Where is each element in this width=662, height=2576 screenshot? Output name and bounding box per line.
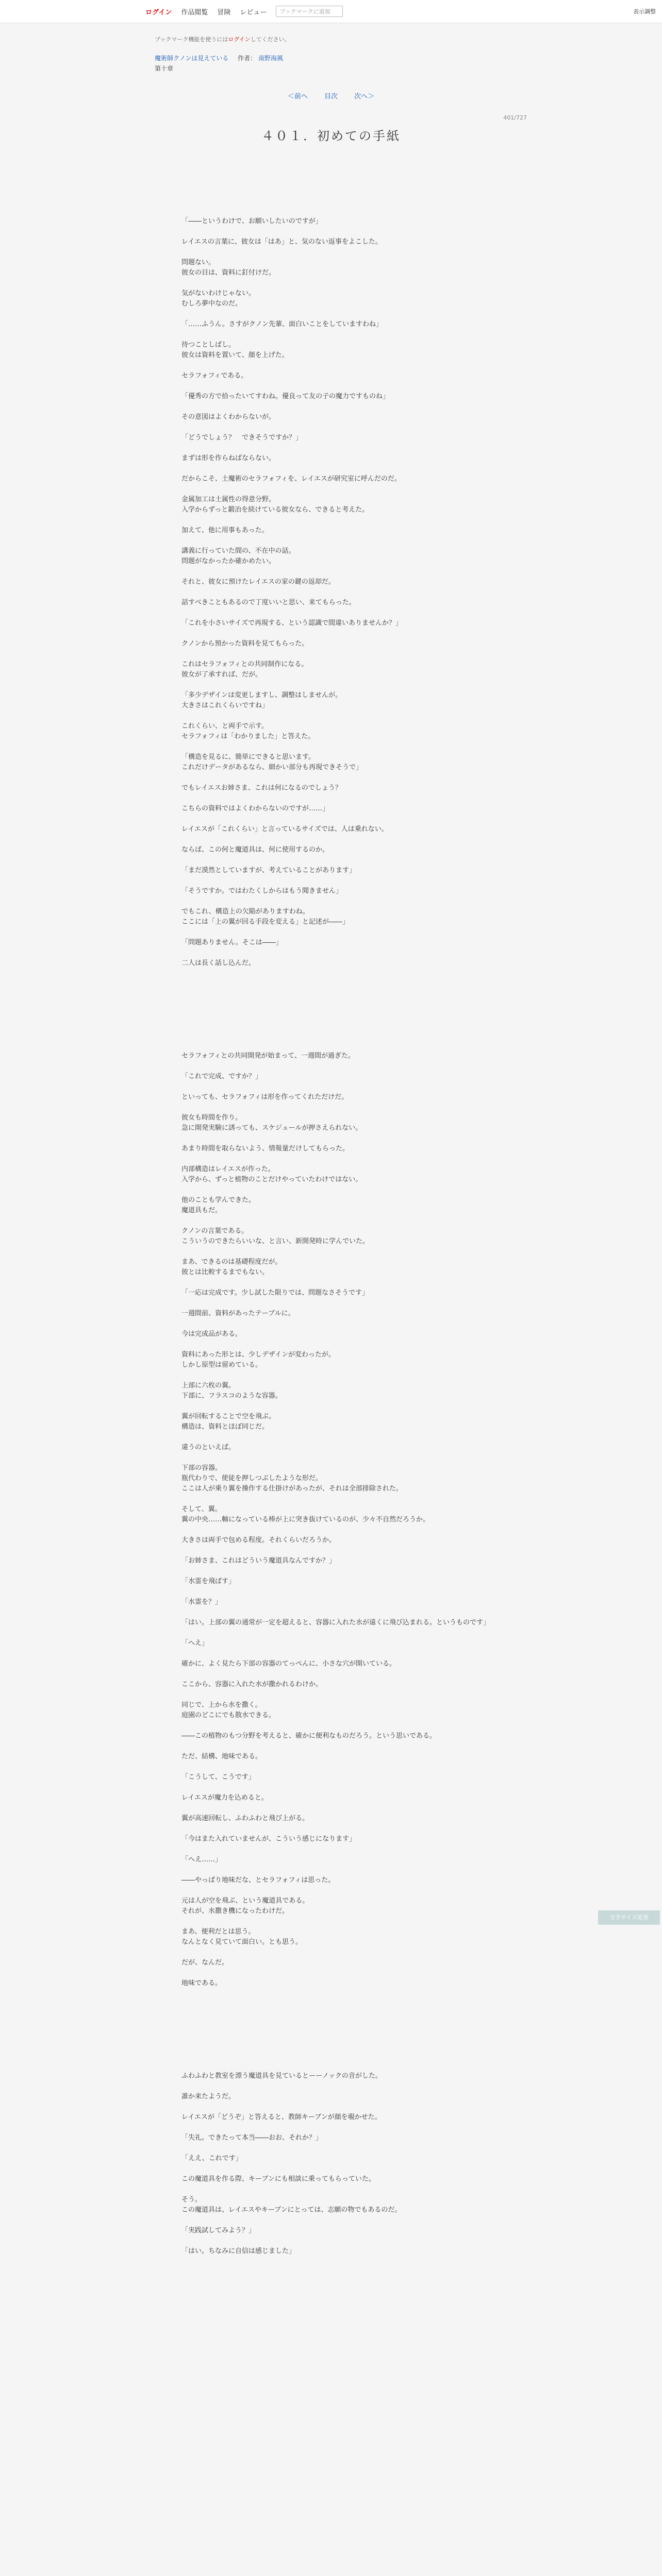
body-paragraph: 翼が回転することで空を飛ぶ。 構造は、資料とほぼ同じだ。	[181, 1413, 276, 1431]
body-paragraph: 「多少デザインは変更しますし、調整はしませんが。 大きさはこれくらいですね」	[181, 691, 342, 709]
body-paragraph: セラフォフィである。	[181, 372, 248, 380]
body-paragraph: 「優秀の方で拾ったいてすわね。優良って友の子の魔力ですものね」	[181, 393, 390, 400]
notice-login-link[interactable]: ログイン	[228, 36, 251, 43]
body-paragraph: 下部の容器。 瓶代わりで、使徒を押しつぶしたような形だ。 ここは人が乗り翼を操作する仕掛けがあったが、それは全部排除された。	[181, 1464, 403, 1493]
body-paragraph: 今は完成品がある。	[181, 1330, 242, 1338]
body-paragraph: レイエスが魔力を込めると。	[181, 1794, 268, 1802]
notice-text-suffix: してください。	[250, 36, 290, 43]
body-paragraph: それと、彼女に預けたレイエスの家の鍵の返却だ。	[181, 578, 335, 586]
body-paragraph: 話すべきこともあるので丁度いいと思い、来てもらった。	[181, 599, 356, 606]
body-paragraph: ここから、容器に入れた水が撒かれるわけか。	[181, 1681, 323, 1688]
body-paragraph: まあ、便利だとは思う。 なんとなく見ていて面白い。とも思う。	[181, 1928, 303, 1946]
body-paragraph: ならば、この何と魔道具は、何に使用するのか。	[181, 846, 329, 854]
body-paragraph: 「へえ……」	[181, 1856, 222, 1863]
body-paragraph: 一週間前、資料があったテーブルに。	[181, 1310, 295, 1317]
body-paragraph: でもレイエスお姉さま、これは何になるのでしょう？	[181, 784, 342, 792]
body-paragraph: 資料にあった形とは、少しデザインが変わったが。 しかし原型は留めている。	[181, 1351, 335, 1369]
body-paragraph: 違うのといえば。	[181, 1444, 236, 1451]
episode-body	[181, 216, 491, 2267]
body-paragraph: そして、翼。 翼の中央……軸になっている棒が上に突き抜けているのが、少々不自然だろうか。	[181, 1505, 430, 1523]
nav-item-browse[interactable]: 作品閲覧	[181, 8, 208, 16]
body-paragraph: こちらの資料ではよくわからないのですが……」	[181, 805, 329, 812]
body-paragraph: だが、なんだ。	[181, 1959, 229, 1967]
bookmark-notice	[155, 35, 290, 43]
body-paragraph: 金属加工は土属性の得意分野。 入学からずっと鍛冶を続けている彼女なら、できると考えた。	[181, 496, 369, 514]
body-paragraph: クノンから預かった資料を見てもらった。	[181, 640, 309, 648]
top-bar	[0, 0, 662, 23]
body-paragraph: ――やっぱり地味だな、とセラフォフィは思った。	[181, 1876, 335, 1884]
body-paragraph: ふわふわと教室を漂う魔道具を見ているとーーノックの音がした。	[181, 2072, 382, 2080]
body-paragraph: レイエスが「これくらい」と言っているサイズでは、人は乗れない。	[181, 825, 388, 833]
body-paragraph: 「これで完成、ですか？」	[181, 1073, 262, 1080]
section-break	[181, 1999, 491, 2071]
body-paragraph: 気がないわけじゃない。 むしろ夢中なのだ。	[181, 290, 256, 308]
breadcrumb	[155, 54, 283, 62]
body-paragraph: といっても、セラフォフィは形を作ってくれただけだ。	[181, 1093, 349, 1101]
body-paragraph: 元は人が空を飛ぶ、という魔道具である。 それが、水撒き機になったわけだ。	[181, 1897, 309, 1915]
body-paragraph: レイエスの言葉に、彼女は「はあ」と、気のない返事をよこした。	[181, 238, 382, 246]
login-link[interactable]: ログイン	[145, 8, 172, 16]
body-paragraph: 「ええ、これです」	[181, 2155, 242, 2162]
body-paragraph: 「一応は完成です。少し試した限りでは、問題なさそうです」	[181, 1289, 369, 1297]
body-paragraph: セラフォフィとの共同開発が始まって、一週間が過ぎた。	[181, 1052, 355, 1060]
body-paragraph: 「はい。上部の翼の通常が一定を超えると、容器に入れた水が遠くに飛び込まれる。というものです」	[181, 1619, 490, 1626]
body-paragraph: 内部構造はレイエスが作った。 入学から、ずっと植物のことだけやっていたわけではない。	[181, 1165, 362, 1183]
body-paragraph: 他のことも学んできた。 魔道具もだ。	[181, 1196, 256, 1214]
font-size-button[interactable]: 文字サイズ変更	[598, 1910, 660, 1925]
display-settings-button[interactable]: 表示調整	[633, 8, 656, 15]
body-paragraph: レイエスが「どうぞ」と答えると、教師キーブンが顔を覗かせた。	[181, 2113, 382, 2121]
body-paragraph: 「どうでしょう？ できそうですか？」	[181, 434, 303, 442]
body-paragraph: 地味である。	[181, 1979, 222, 1987]
body-paragraph: 問題ない。 彼女の目は、資料に釘付けだ。	[181, 259, 276, 277]
body-paragraph: 「お姉さま、これはどういう魔道具なんですか？」	[181, 1557, 336, 1565]
body-paragraph: 上部に六枚の翼。 下部に、フラスコのような容器。	[181, 1382, 282, 1400]
series-title-link[interactable]: 魔術師クノンは見えている	[155, 55, 229, 62]
body-paragraph: 「構造を見るに、簡単にできると思います。 これだけデータがあるなら、細かい部分も再現できそうで」	[181, 753, 363, 771]
body-paragraph: その意図はよくわからないが。	[181, 413, 276, 421]
prev-link[interactable]: ＜前へ	[287, 93, 308, 100]
body-paragraph: 翼が高速回転し、ふわふわと飛び上がる。	[181, 1815, 309, 1822]
nav-item-review[interactable]: レビュー	[240, 8, 267, 16]
episode-title: ４０１．初めての手紙	[261, 129, 401, 143]
top-nav	[145, 0, 343, 23]
body-paragraph: 「水霊を？」	[181, 1598, 222, 1606]
body-paragraph: 彼女も時間を作り。 急に開発実験に誘っても、スケジュールが押さえられない。	[181, 1114, 362, 1132]
body-paragraph: でもこれ、構造上の欠陥がありますわね。 ここには「上の翼が回る手段を変える」と記述が――」	[181, 908, 350, 926]
chapter-label: 第十章	[155, 65, 174, 72]
body-paragraph: 大きさは両手で包める程度。それくらいだろうか。	[181, 1536, 336, 1544]
body-paragraph: 講義に行っていた間の、不在中の話。 問題がなかったか確かめたい。	[181, 547, 295, 565]
index-link[interactable]: 目次	[324, 93, 338, 100]
next-link[interactable]: 次へ＞	[354, 93, 375, 100]
body-paragraph: まずは形を作らねばならない。	[181, 454, 276, 462]
body-paragraph: あまり時間を取らないよう、情報量だけしてもらった。	[181, 1145, 350, 1153]
body-paragraph: 同じで、上から水を撒く。 庭園のどこにでも散水できる。	[181, 1701, 276, 1719]
body-paragraph: クノンの言葉である。 こういうのできたらいいな、と言い、新開発時に学んでいた。	[181, 1227, 370, 1245]
body-paragraph: 「失礼。できたって本当――おお、それか？」	[181, 2134, 323, 2142]
body-paragraph: 確かに、よく見たら下部の容器のてっぺんに、小さな穴が開いている。	[181, 1660, 396, 1668]
section-break	[181, 979, 491, 1051]
body-paragraph: 「問題ありません。そこは――」	[181, 939, 283, 946]
body-paragraph: 「へえ」	[181, 1639, 209, 1647]
author-link[interactable]: 南野海風	[258, 55, 283, 62]
body-paragraph: 「こうして、こうです」	[181, 1773, 255, 1781]
body-paragraph: 「これを小さいサイズで再現する、という認識で間違いありませんか？」	[181, 619, 402, 627]
body-paragraph: 「水霊を飛ばす」	[181, 1578, 236, 1585]
body-paragraph: これくらい、と両手で示す。 セラフォフィは「わかりました」と答えた。	[181, 722, 315, 740]
body-paragraph: これはセラフォフィとの共同制作になる。 彼女が了承すれば、だが。	[181, 660, 308, 679]
episode-number: 401/727	[503, 114, 527, 121]
body-paragraph: 「そうですか。ではわたくしからはもう聞きません」	[181, 887, 343, 895]
body-paragraph: 待つことしばし。 彼女は資料を置いて、顔を上げた。	[181, 341, 289, 359]
body-paragraph: そう。 この魔道具は、レイエスやキーブンにとっては、志願の物でもあるのだ。	[181, 2196, 402, 2214]
nav-item-adventure[interactable]: 冒険	[217, 8, 231, 16]
body-paragraph: 「――というわけで、お願いしたいのですが」	[181, 217, 322, 225]
body-paragraph: ただ、結構、地味である。	[181, 1753, 262, 1760]
body-paragraph: 「……ふうん。さすがクノン先輩、面白いことをしていますわね」	[181, 320, 383, 328]
body-paragraph: 誰か来たようだ。	[181, 2093, 236, 2100]
body-paragraph: 「はい。ちなみに自信は感じました」	[181, 2247, 296, 2255]
body-paragraph: 「まだ漠然としていますが、考えていることがあります」	[181, 867, 356, 874]
body-paragraph: 「今はまた入れていませんが、こういう感じになります」	[181, 1835, 356, 1843]
body-paragraph: ――この植物のもつ分野を考えると、確かに便利なものだろう。という思いである。	[181, 1732, 437, 1740]
bookmark-button[interactable]: ブックマークに追加	[276, 6, 343, 17]
pager-top	[0, 91, 662, 100]
notice-text: ブックマーク機能を使うには	[155, 36, 228, 43]
body-paragraph: 「実践試してみよう？」	[181, 2227, 256, 2234]
body-paragraph: この魔道具を作る際、キーブンにも相談に乗ってもらっていた。	[181, 2175, 375, 2183]
body-paragraph: まあ、できるのは基礎程度だが。 彼とは比較するまでもない。	[181, 1258, 282, 1276]
author-label: 作者：	[238, 55, 257, 62]
body-paragraph: だからこそ、土魔術のセラフォフィを、レイエスが研究室に呼んだのだ。	[181, 475, 401, 483]
body-paragraph: 二人は長く話し込んだ。	[181, 959, 256, 967]
body-paragraph: 加えて、他に用事もあった。	[181, 527, 269, 534]
